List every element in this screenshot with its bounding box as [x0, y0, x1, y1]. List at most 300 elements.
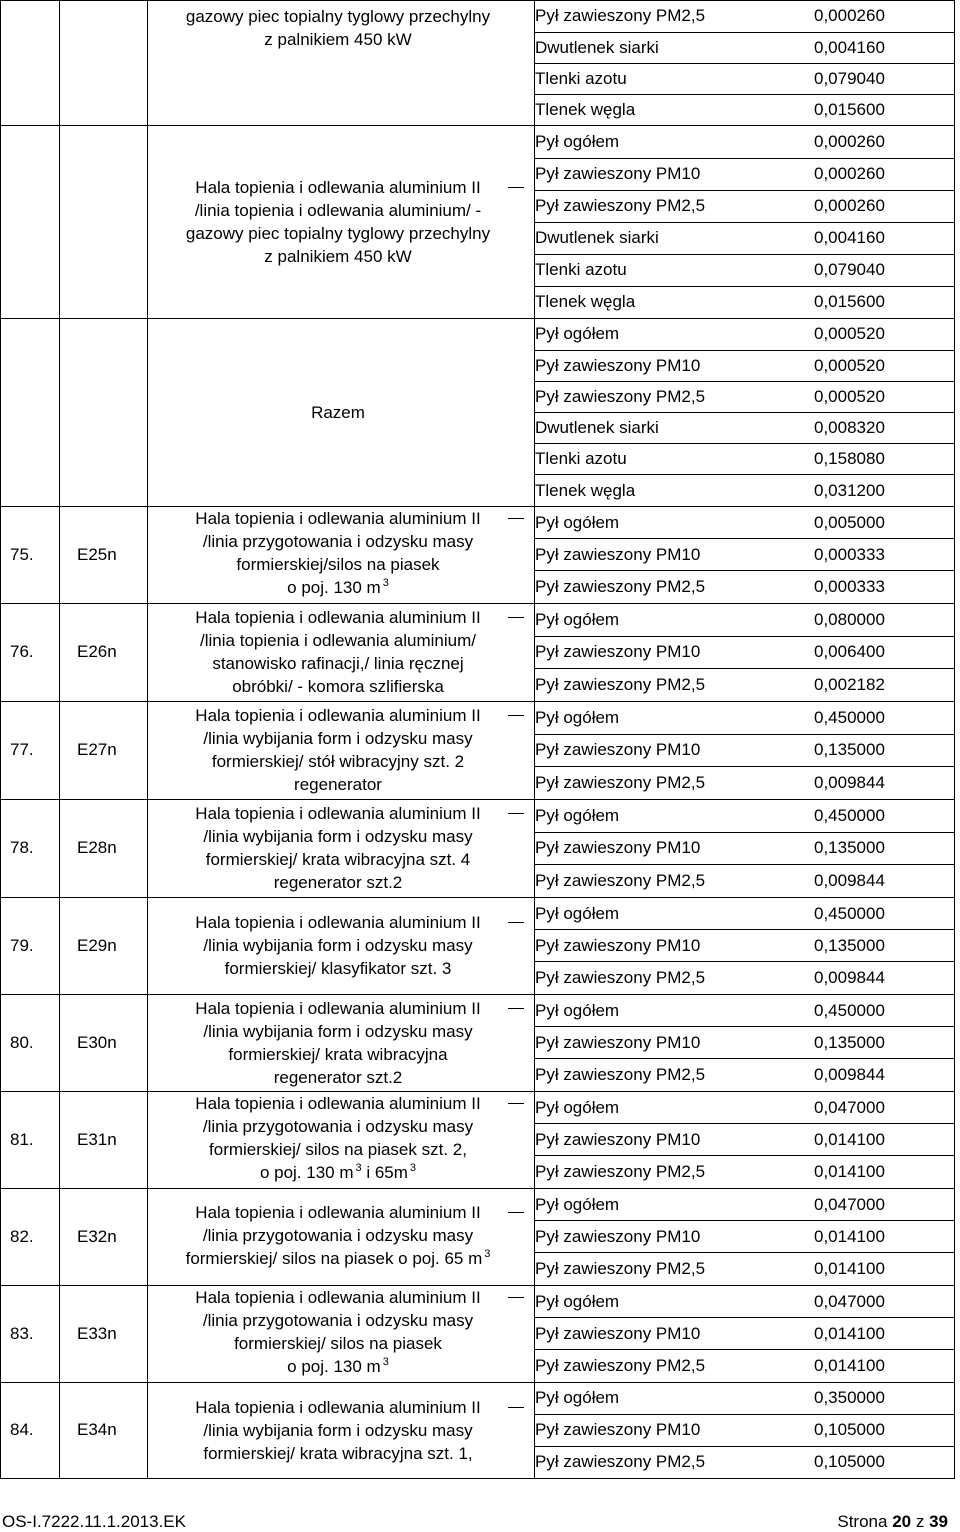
pollutant-name: Pył zawieszony PM10	[535, 539, 814, 571]
pollutant-name: Pył zawieszony PM2,5	[535, 1065, 706, 1085]
description-text: /linia wybijania form i odzysku masy	[203, 827, 473, 847]
pollutant-value: 0,135000	[814, 832, 954, 864]
pollutant-value: 0,135000	[814, 1027, 954, 1059]
pollutant-value: 0,047000	[814, 1286, 954, 1318]
emitter-code-cell	[60, 1188, 148, 1285]
source-description-cell	[148, 506, 535, 603]
table-row	[1, 1091, 955, 1188]
pollutant-row	[535, 286, 954, 318]
source-description	[148, 997, 534, 1089]
pollutant-row	[535, 930, 954, 962]
pollutant-name: Pył zawieszony PM2,5	[535, 675, 706, 694]
pollutant-name: Pył zawieszony PM2,5	[535, 968, 706, 988]
pollutant-value: 0,450000	[814, 898, 954, 930]
row-number	[1, 53, 10, 72]
pollutant-value: 0,000333	[814, 577, 885, 597]
description-line	[160, 1066, 516, 1089]
source-description	[148, 802, 534, 894]
pollutant-name: Dwutlenek siarki	[535, 222, 814, 254]
emitter-code	[60, 402, 77, 421]
pollutant-value: 0,014100	[814, 1124, 954, 1156]
emitter-code-cell	[60, 1382, 148, 1478]
pollutant-name: Pył zawieszony PM10	[535, 1027, 814, 1059]
pollutant-value: 0,000333	[814, 539, 954, 571]
table-row	[1, 603, 955, 701]
description-line	[160, 507, 516, 530]
pollutant-name: Pył ogółem	[535, 507, 814, 539]
source-description	[148, 704, 534, 796]
pollutant-value: 0,014100	[814, 1318, 954, 1350]
pollutant-value: 0,009844	[814, 870, 885, 890]
dash-mark	[508, 1103, 524, 1104]
pollutant-list	[535, 1189, 954, 1285]
pollutant-row	[535, 767, 954, 799]
description-text: stanowisko rafinacji,/ linia ręcznej	[212, 654, 464, 674]
emitter-code: E34n	[77, 1420, 117, 1440]
pollutant-name: Dwutlenek siarki	[535, 32, 814, 63]
dash-mark	[508, 187, 524, 188]
pollutant-value: 0,079040	[814, 254, 954, 286]
description-line	[160, 245, 516, 268]
source-description-cell	[148, 994, 535, 1091]
pollutant-value: 0,004160	[814, 222, 954, 254]
pollutant-row	[535, 1221, 954, 1253]
pollutant-value: 0,014100	[814, 1162, 885, 1182]
description-text: Hala topienia i odlewania aluminium II	[195, 608, 481, 628]
pollutant-row	[535, 507, 954, 539]
row-number: 77.	[10, 740, 34, 760]
pollutant-name: Pył zawieszony PM2,5	[535, 870, 706, 890]
description-text: Hala topienia i odlewania aluminium II	[195, 1094, 481, 1114]
pollutant-value: 0,009844	[814, 1065, 885, 1085]
unit-superscript: 3	[355, 1162, 362, 1175]
pollutant-value: 0,158080	[814, 444, 954, 475]
source-description-cell	[148, 1091, 535, 1188]
description-line	[160, 871, 516, 894]
pollutant-name: Pył zawieszony PM10	[535, 350, 814, 381]
description-line	[160, 401, 516, 424]
pollutants-cell	[535, 897, 955, 994]
description-line	[160, 957, 516, 980]
emitter-code	[60, 53, 77, 72]
pollutant-row	[535, 962, 954, 994]
description-text: Hala topienia i odlewania aluminium II	[195, 804, 481, 824]
pollutant-row	[535, 1189, 954, 1221]
pollutant-row	[535, 158, 954, 190]
unit-superscript: 3	[409, 1162, 417, 1175]
emitter-code-cell	[60, 603, 148, 701]
dash-mark	[508, 922, 524, 923]
pollutant-name: Pył zawieszony PM2,5	[535, 772, 706, 792]
description-text: o poj. 130 m	[259, 1163, 354, 1183]
pollutant-value: 0,006400	[814, 636, 954, 668]
row-number: 82.	[10, 1226, 34, 1246]
description-text: Razem	[311, 402, 365, 422]
pollutant-value: 0,005000	[814, 507, 954, 539]
pollutant-name: Pył zawieszony PM2,5	[535, 1452, 706, 1472]
pollutant-row	[535, 350, 954, 381]
page-label: Strona	[837, 1512, 888, 1531]
pollutant-list	[535, 1, 954, 125]
pollutant-list	[535, 995, 954, 1091]
pollutant-value: 0,000260	[814, 158, 954, 190]
pollutant-list	[535, 702, 954, 799]
description-line	[160, 1020, 516, 1043]
emitter-code: E30n	[77, 1032, 117, 1052]
emitter-code	[60, 212, 77, 231]
description-text: formierskiej/ silos na piasek	[234, 1334, 442, 1354]
pollutant-value: 0,014100	[814, 1259, 885, 1279]
pollutant-row	[535, 1286, 954, 1318]
pollutant-value: 0,004160	[814, 32, 954, 63]
source-description	[148, 1286, 534, 1381]
pollutant-value: 0,000520	[814, 319, 954, 350]
description-text: formierskiej/ krata wibracyjna szt. 1,	[203, 1443, 473, 1463]
row-number: 80.	[10, 1032, 34, 1052]
row-number	[1, 212, 10, 231]
table-row	[1, 1188, 955, 1285]
dash-mark	[508, 1297, 524, 1298]
pollutant-row	[535, 1059, 954, 1091]
pollutant-row	[535, 1253, 954, 1285]
description-line	[160, 1115, 516, 1138]
pollutant-row	[535, 1383, 954, 1415]
description-line	[160, 28, 516, 51]
description-text: formierskiej/ klasyfikator szt. 3	[224, 959, 452, 979]
pollutant-list	[535, 1286, 954, 1382]
description-line	[160, 1043, 516, 1066]
emitter-code-cell	[60, 897, 148, 994]
pollutant-name: Pył zawieszony PM2,5	[535, 577, 706, 597]
row-number-cell	[1, 506, 60, 603]
row-number-cell	[1, 1382, 60, 1478]
pollutant-value: 0,047000	[814, 1092, 954, 1124]
description-line	[160, 911, 516, 934]
pollutant-value: 0,135000	[814, 734, 954, 766]
description-text: /linia wybijania form i odzysku masy	[203, 1021, 473, 1041]
pollutant-row	[535, 734, 954, 766]
description-text: obróbki/ - komora szlifierska	[232, 677, 444, 697]
description-line	[160, 825, 516, 848]
pollutants-cell	[535, 603, 955, 701]
source-description	[148, 1092, 534, 1187]
pollutant-name: Pył ogółem	[535, 995, 814, 1027]
description-line	[160, 1161, 516, 1187]
emitter-code: E26n	[77, 642, 117, 662]
pollutant-row	[535, 1318, 954, 1350]
row-number-cell	[1, 126, 60, 319]
source-description-cell	[148, 701, 535, 799]
pollutant-row	[535, 539, 954, 571]
pollutant-value: 0,000260	[814, 1, 954, 32]
source-description-cell	[148, 603, 535, 701]
description-line	[160, 5, 516, 28]
pollutant-value: 0,015600	[814, 292, 885, 312]
description-line	[160, 997, 516, 1020]
source-description-cell	[148, 1285, 535, 1382]
table-row	[1, 994, 955, 1091]
row-number: 84.	[10, 1420, 34, 1440]
description-text: gazowy piec topialny tyglowy przechylny	[185, 7, 491, 26]
pollutant-row	[535, 865, 954, 897]
description-text: /linia topienia i odlewania aluminium/	[200, 631, 476, 651]
pollutant-row	[535, 222, 954, 254]
description-line	[160, 727, 516, 750]
description-text: formierskiej/ silos na piasek o poj. 65 m	[185, 1248, 483, 1268]
source-description-cell	[148, 1188, 535, 1285]
description-text: formierskiej/silos na piasek	[236, 555, 440, 575]
pollutant-value: 0,000260	[814, 190, 954, 222]
pollutant-list	[535, 126, 954, 318]
description-text: regenerator szt.2	[273, 873, 403, 893]
pollutant-value: 0,105000	[814, 1452, 885, 1472]
pollutant-name: Pył zawieszony PM10	[535, 734, 814, 766]
row-number: 75.	[10, 544, 34, 564]
pollutant-row	[535, 126, 954, 158]
pollutant-row	[535, 604, 954, 636]
description-line	[160, 675, 516, 698]
emitter-code-cell	[60, 1, 148, 126]
source-description	[148, 606, 534, 698]
pollutant-value: 0,450000	[814, 800, 954, 832]
unit-superscript: 3	[484, 1247, 491, 1260]
pollutants-cell	[535, 126, 955, 319]
pollutant-value: 0,000520	[814, 350, 954, 381]
row-number-cell	[1, 897, 60, 994]
pollutant-row	[535, 571, 954, 603]
row-number: 81.	[10, 1129, 34, 1149]
pollutant-row	[535, 669, 954, 701]
pollutant-row	[535, 800, 954, 832]
pollutant-list	[535, 507, 954, 603]
table-row	[1, 1382, 955, 1478]
pollutant-value: 0,450000	[814, 995, 954, 1027]
row-number-cell	[1, 1285, 60, 1382]
description-text: formierskiej/ stół wibracyjny szt. 2	[211, 752, 465, 772]
pollutant-row	[535, 636, 954, 668]
pollutant-name: Pył ogółem	[535, 319, 814, 350]
pollutant-row	[535, 1, 954, 32]
row-number: 76.	[10, 642, 34, 662]
emitter-code-cell	[60, 799, 148, 897]
pollutant-value: 0,000260	[814, 126, 954, 158]
table-row	[1, 506, 955, 603]
description-text: /linia wybijania form i odzysku masy	[203, 729, 473, 749]
description-text: z palnikiem 450 kW	[264, 30, 412, 49]
unit-superscript: 3	[382, 577, 389, 590]
description-text: o poj. 130 m	[287, 578, 381, 598]
pollutant-name: Pył zawieszony PM2,5	[535, 1162, 706, 1182]
emitter-code-cell	[60, 126, 148, 319]
description-line	[160, 1419, 516, 1442]
source-description-cell	[148, 126, 535, 319]
description-line	[160, 1224, 516, 1247]
emitter-code: E31n	[77, 1129, 117, 1149]
description-text: Hala topienia i odlewania aluminium II	[195, 1397, 481, 1417]
pollutant-name: Pył zawieszony PM2,5	[535, 381, 814, 412]
pollutant-name: Pył zawieszony PM10	[535, 832, 814, 864]
description-text: z palnikiem 450 kW	[264, 247, 412, 266]
row-number-cell	[1, 1091, 60, 1188]
pollutant-row	[535, 1350, 954, 1382]
pollutant-name: Pył zawieszony PM10	[535, 1221, 814, 1253]
row-number-cell	[1, 319, 60, 507]
pollutant-name: Pył ogółem	[535, 1092, 814, 1124]
table-row	[1, 1285, 955, 1382]
description-line	[160, 848, 516, 871]
pollutants-cell	[535, 1, 955, 126]
pollutants-cell	[535, 506, 955, 603]
pollutant-value: 0,135000	[814, 930, 954, 962]
emitter-code-cell	[60, 994, 148, 1091]
page-separator: z	[915, 1512, 925, 1531]
description-line	[160, 1309, 516, 1332]
pollutant-name: Tlenki azotu	[535, 254, 814, 286]
description-line	[160, 1138, 516, 1161]
pollutant-row	[535, 412, 954, 443]
pollutant-row	[535, 190, 954, 222]
emitter-code: E32n	[77, 1226, 117, 1246]
pollutant-name: Pył zawieszony PM2,5	[535, 1356, 706, 1376]
description-text: Hala topienia i odlewania aluminium II	[195, 1202, 481, 1222]
description-line	[160, 1355, 516, 1381]
dash-mark	[508, 1212, 524, 1213]
source-description-cell	[148, 1, 535, 126]
source-description	[148, 401, 534, 424]
row-number	[1, 402, 10, 421]
pollutant-list	[535, 604, 954, 701]
row-number-cell	[1, 603, 60, 701]
pollutants-cell	[535, 1091, 955, 1188]
pollutant-row	[535, 1092, 954, 1124]
source-description	[148, 1201, 534, 1273]
page-number	[837, 1512, 948, 1532]
pollutant-value: 0,015600	[814, 99, 885, 119]
pollutant-value: 0,080000	[814, 604, 954, 636]
description-line	[160, 576, 516, 602]
source-description	[148, 1396, 534, 1465]
description-text: formierskiej/ krata wibracyjna szt. 4	[205, 850, 471, 870]
pollutant-name: Pył ogółem	[535, 1383, 814, 1415]
pollutant-row	[535, 444, 954, 475]
pollutant-row	[535, 381, 954, 412]
description-line	[160, 530, 516, 553]
pollutant-name: Pył zawieszony PM10	[535, 1124, 814, 1156]
pollutant-row	[535, 702, 954, 734]
pollutant-name: Pył zawieszony PM10	[535, 1415, 814, 1447]
dash-mark	[508, 715, 524, 716]
pollutant-row	[535, 1027, 954, 1059]
description-text: Hala topienia i odlewania aluminium II	[195, 509, 481, 529]
pollutant-name: Pył zawieszony PM10	[535, 930, 814, 962]
description-text: /linia wybijania form i odzysku masy	[203, 1420, 473, 1440]
pollutant-value: 0,014100	[814, 1221, 954, 1253]
description-line	[160, 1442, 516, 1465]
description-text: /linia przygotowania i odzysku masy	[202, 532, 474, 552]
pollutant-name: Tlenki azotu	[535, 63, 814, 94]
description-text: formierskiej/ silos na piasek szt. 2,	[209, 1140, 467, 1160]
description-text: Hala topienia i odlewania aluminium II	[195, 998, 481, 1018]
description-line	[160, 1396, 516, 1419]
description-line	[160, 750, 516, 773]
row-number-cell	[1, 799, 60, 897]
description-text: formierskiej/ krata wibracyjna	[228, 1044, 448, 1064]
pollutant-value: 0,079040	[814, 63, 954, 94]
pollutant-row	[535, 475, 954, 506]
pollutant-value: 0,008320	[814, 412, 954, 443]
pollutant-name: Pył zawieszony PM10	[535, 636, 814, 668]
row-number-cell	[1, 994, 60, 1091]
source-description-cell	[148, 897, 535, 994]
description-text: regenerator szt.2	[273, 1067, 403, 1087]
dash-mark	[508, 1407, 524, 1408]
pollutant-row	[535, 995, 954, 1027]
emitter-code-cell	[60, 701, 148, 799]
description-suffix: i 65m	[361, 1163, 408, 1183]
pollutant-row	[535, 1415, 954, 1447]
description-line	[160, 652, 516, 675]
source-description-cell	[148, 319, 535, 507]
table-row	[1, 897, 955, 994]
emitter-code: E25n	[77, 544, 117, 564]
pollutant-name: Pył ogółem	[535, 1189, 814, 1221]
pollutants-cell	[535, 799, 955, 897]
description-text: Hala topienia i odlewania aluminium II	[195, 178, 481, 197]
description-text: o poj. 130 m	[287, 1357, 381, 1377]
description-line	[160, 199, 516, 222]
pollutant-name: Tlenki azotu	[535, 444, 814, 475]
emitter-code: E28n	[77, 838, 117, 858]
pollutant-name: Pył ogółem	[535, 126, 814, 158]
table-row	[1, 799, 955, 897]
description-text: Hala topienia i odlewania aluminium II	[195, 1288, 481, 1308]
dash-mark	[508, 1008, 524, 1009]
source-description	[148, 1, 534, 51]
pollutants-cell	[535, 1285, 955, 1382]
page-current: 20	[892, 1512, 912, 1531]
table-row	[1, 126, 955, 319]
pollutant-row	[535, 254, 954, 286]
pollutant-value: 0,450000	[814, 702, 954, 734]
description-line	[160, 773, 516, 796]
pollutant-name: Tlenek węgla	[535, 480, 636, 500]
pollutant-value: 0,105000	[814, 1415, 954, 1447]
pollutant-row	[535, 1124, 954, 1156]
source-description	[148, 176, 534, 268]
pollutant-row	[535, 63, 954, 94]
description-text: /linia wybijania form i odzysku masy	[203, 936, 473, 956]
description-line	[160, 1332, 516, 1355]
pollutant-name: Tlenek węgla	[535, 292, 636, 312]
pollutant-value: 0,014100	[814, 1356, 885, 1376]
pollutant-list	[535, 1383, 954, 1478]
pollutant-value: 0,031200	[814, 480, 885, 500]
table-row	[1, 701, 955, 799]
description-text: /linia topienia i odlewania aluminium/ -	[194, 201, 482, 220]
description-line	[160, 1092, 516, 1115]
row-number: 78.	[10, 838, 34, 858]
pollutant-name: Dwutlenek siarki	[535, 412, 814, 443]
row-number: 83.	[10, 1323, 34, 1343]
description-line	[160, 704, 516, 727]
pollutant-row	[535, 1446, 954, 1478]
description-line	[160, 629, 516, 652]
source-description-cell	[148, 799, 535, 897]
pollutants-cell	[535, 701, 955, 799]
pollutant-row	[535, 832, 954, 864]
pollutants-cell	[535, 319, 955, 507]
page-total: 39	[929, 1512, 948, 1531]
